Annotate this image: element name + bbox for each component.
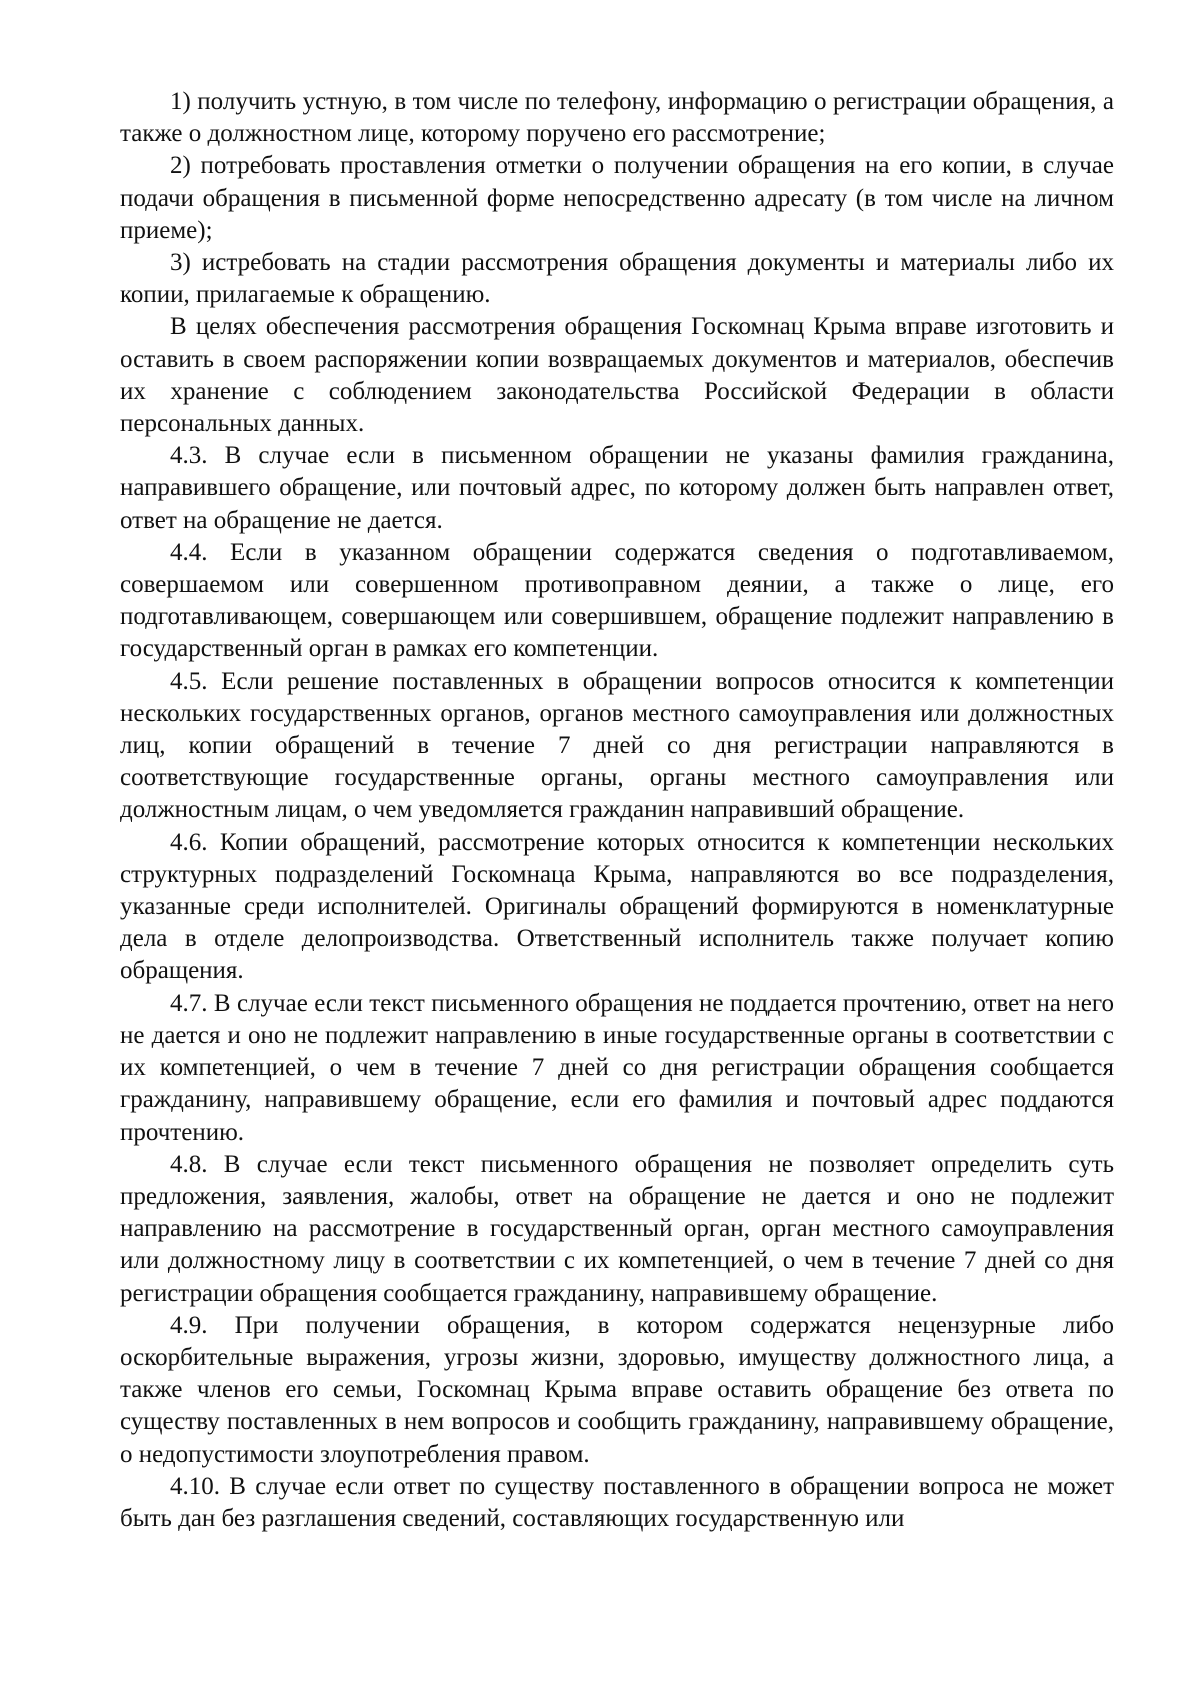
clause-4-5: 4.5. Если решение поставленных в обращении вопросов относится к компетенции нескольких государственных органов, органов местного самоуправления или должностных лиц, копии обращений в течение 7 дней со дня регистрации направляются в соответствующие государственные органы, органы местного самоуправления или должностным лицам, о чем уведомляется гражданин направивший обращение. [120, 667, 1114, 824]
list-item-3: 3) истребовать на стадии рассмотрения обращения документы и материалы либо их копии, прилагаемые к обращению. [120, 249, 1114, 309]
clause-4-6: 4.6. Копии обращений, рассмотрение которых относится к компетенции нескольких структурных подразделений Госкомнаца Крыма, направляются во все подразделения, указанные среди исполнителей. Оригиналы обращений формируются в номенклатурные дела в отделе делопроизводства. Ответственный исполнитель также получает копию обращения. [120, 828, 1114, 985]
list-item-1: 1) получить устную, в том числе по телефону, информацию о регистрации обращения, а также о должностном лице, которому поручено его рассмотрение; [120, 88, 1114, 148]
clause-4-9: 4.9. При получении обращения, в котором содержатся нецензурные либо оскорбительные выражения, угрозы жизни, здоровью, имуществу должностного лица, а также членов его семьи, Госкомнац Крыма вправе оставить обращение без ответа по существу поставленных в нем вопросов и сообщить гражданину, направившему обращение, о недопустимости злоупотребления правом. [120, 1311, 1114, 1468]
clause-4-8: 4.8. В случае если текст письменного обращения не позволяет определить суть предложения, заявления, жалобы, ответ на обращение не дается и оно не подлежит направлению на рассмотрение в государственный орган, орган местного самоуправления или должностному лицу в соответствии с их компетенцией, о чем в течение 7 дней со дня регистрации обращения сообщается гражданину, направившему обращение. [120, 1150, 1114, 1307]
clause-4-10: 4.10. В случае если ответ по существу поставленного в обращении вопроса не может быть дан без разглашения сведений, составляющих государственную или [120, 1472, 1114, 1532]
list-item-2: 2) потребовать проставления отметки о получении обращения на его копии, в случае подачи обращения в письменной форме непосредственно адресату (в том числе на личном приеме); [120, 152, 1114, 244]
clause-4-7: 4.7. В случае если текст письменного обращения не поддается прочтению, ответ на него не дается и оно не подлежит направлению в иные государственные органы в соответствии с их компетенцией, о чем в течение 7 дней со дня регистрации обращения сообщается гражданину, направившему обращение, если его фамилия и почтовый адрес поддаются прочтению. [120, 989, 1114, 1146]
clause-4-4: 4.4. Если в указанном обращении содержатся сведения о подготавливаемом, совершаемом или совершенном противоправном деянии, а также о лице, его подготавливающем, совершающем или совершившем, обращение подлежит направлению в государственный орган в рамках его компетенции. [120, 538, 1114, 663]
clause-4-3: 4.3. В случае если в письменном обращении не указаны фамилия гражданина, направившего обращение, или почтовый адрес, по которому должен быть направлен ответ, ответ на обращение не дается. [120, 442, 1114, 534]
document-page [120, 86, 1114, 1535]
paragraph-copies-retention: В целях обеспечения рассмотрения обращения Госкомнац Крыма вправе изготовить и оставить в своем распоряжении копии возвращаемых документов и материалов, обеспечив их хранение с соблюдением законодательства Российской Федерации в области персональных данных. [120, 313, 1114, 438]
